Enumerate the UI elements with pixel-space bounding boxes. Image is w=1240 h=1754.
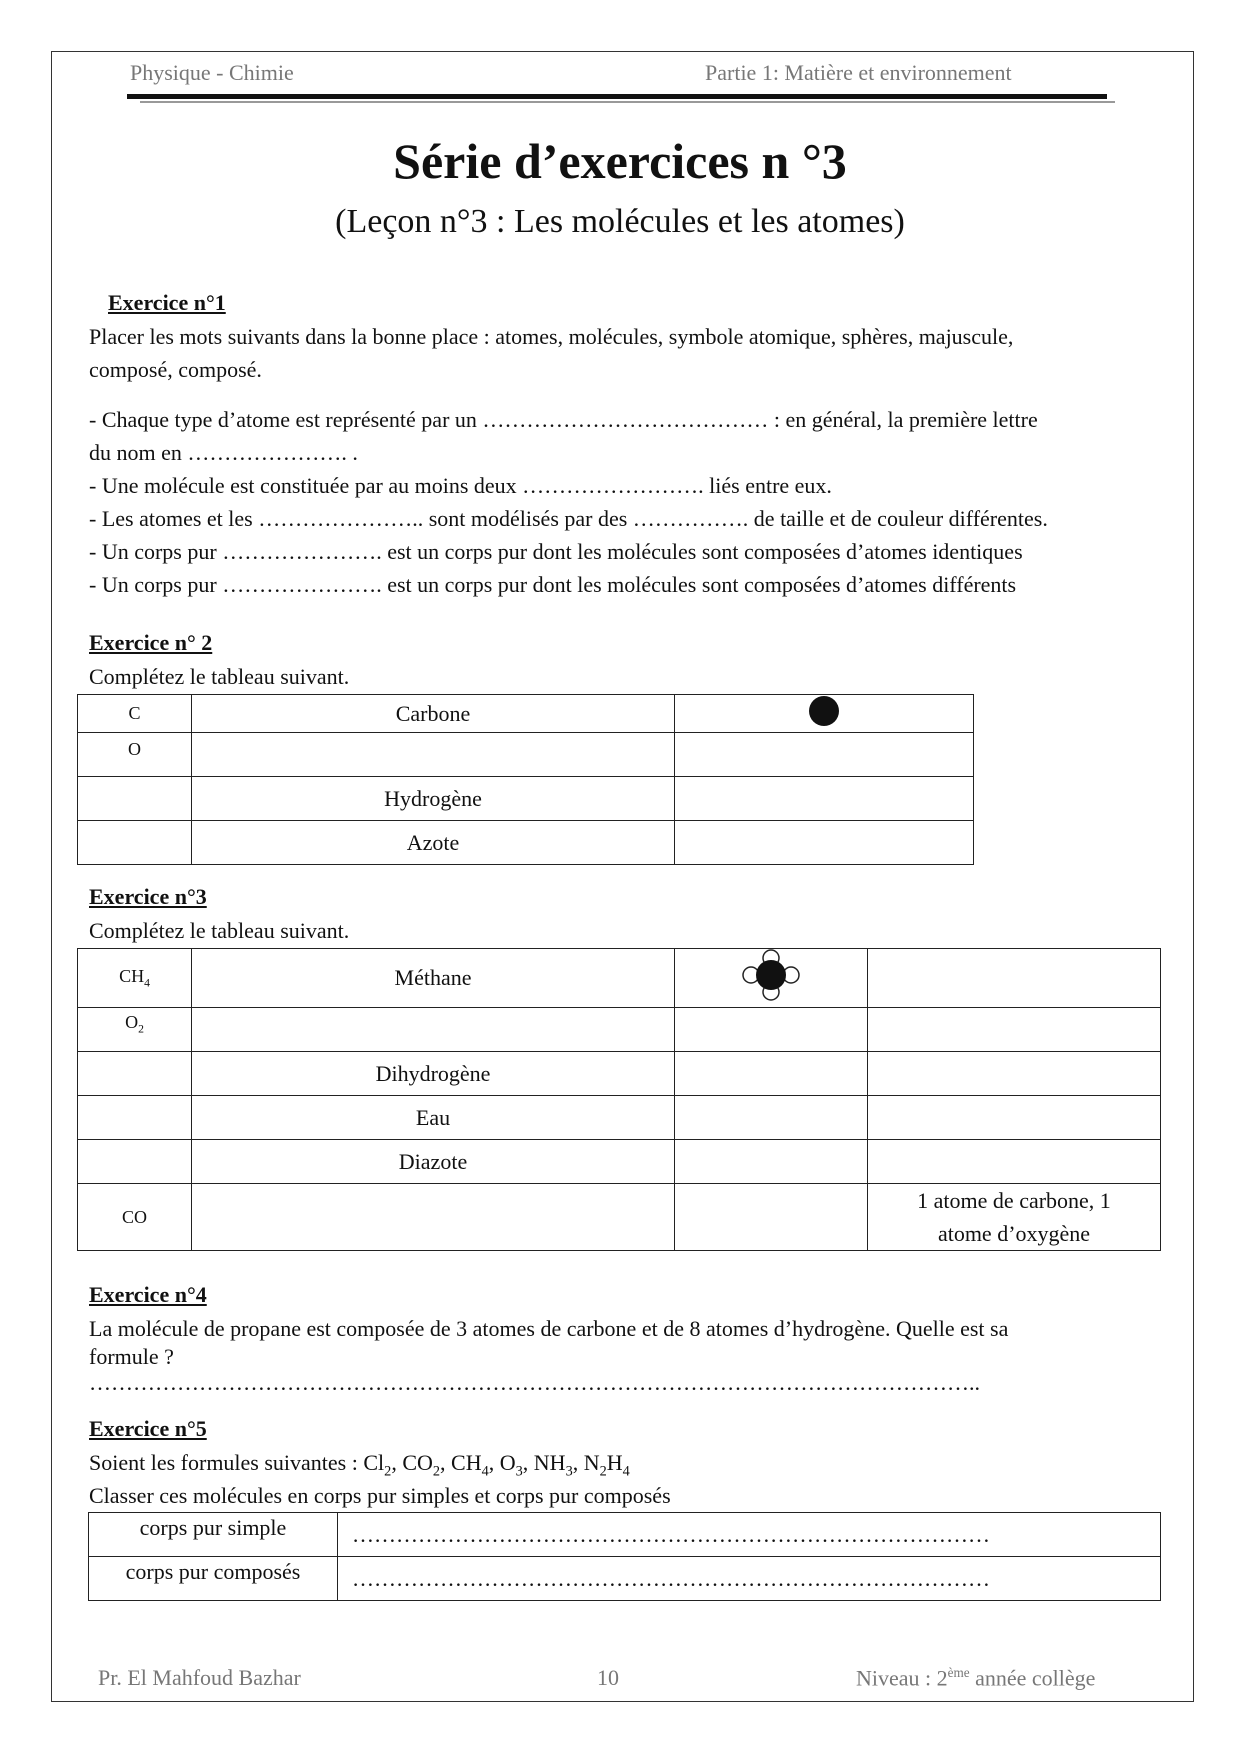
ex2-name-cell: Hydrogène: [192, 777, 675, 821]
ex3-composition-cell: [868, 1096, 1161, 1140]
ex3-formula-sub: 4: [144, 976, 150, 990]
ex5-label-cell: corps pur composés: [89, 1557, 338, 1601]
ex2-row: [78, 733, 974, 777]
ex3-name-cell: Dihydrogène: [192, 1052, 675, 1096]
ex1-sentence-3: - Les atomes et les ………………….. sont modélisés par des ……………. de taille et de couleur différentes.: [89, 506, 1048, 531]
ex1-intro-line1: Placer les mots suivants dans la bonne place : atomes, molécules, symbole atomique, sphères, majuscule,: [89, 324, 1014, 349]
ex3-name-cell: Méthane: [192, 949, 675, 1008]
ex5-answer-cell: ……………………………………………………………………………: [338, 1557, 1161, 1601]
ex4-text-line2: formule ?: [89, 1344, 174, 1369]
footer-author: Pr. El Mahfoud Bazhar: [98, 1665, 301, 1690]
formula: $NH_3$: [533, 1450, 573, 1480]
ex3-formula: O: [125, 1012, 139, 1032]
ex3-composition-cell: 1 atome de carbone, 1 atome d’oxygène: [868, 1184, 1161, 1251]
formula: $Cl_2$: [363, 1450, 392, 1480]
formula: $O_3$: [499, 1450, 523, 1480]
methane-model-icon: [741, 949, 801, 1001]
footer-level: Niveau : 2ème année collège: [856, 1665, 1096, 1691]
ex5-formulas-line: Soient les formules suivantes : $Cl_2$, $CO_2$, $CH_4$, $O_3$, $NH_3$, $N_2H_4$: [89, 1450, 630, 1480]
ex3-title: Exercice n°3: [89, 884, 207, 909]
ex3-composition-cell: [868, 1140, 1161, 1184]
ex1-intro-line2: composé, composé.: [89, 357, 262, 382]
ex4-title: Exercice n°4: [89, 1282, 207, 1307]
ex2-symbol-cell: [78, 821, 192, 865]
ex5-row: [89, 1513, 1161, 1557]
ex5-title: Exercice n°5: [89, 1416, 207, 1441]
ex1-sentence-1a: - Chaque type d’atome est représenté par un ………………………………… : en général, la première lettre: [89, 407, 1038, 432]
ex3-row: [78, 1140, 1161, 1184]
ex3-composition-cell: [868, 949, 1161, 1008]
header-rule-shadow: [140, 101, 1115, 103]
ex1-sentence-2: - Une molécule est constituée par au moins deux ……………………. liés entre eux.: [89, 473, 832, 498]
ex3-composition-cell: [868, 1052, 1161, 1096]
ex3-name-cell: Eau: [192, 1096, 675, 1140]
ex2-name-cell: [192, 733, 675, 777]
ex3-intro: Complétez le tableau suivant.: [89, 918, 350, 943]
ex5-answer-cell: ……………………………………………………………………………: [338, 1513, 1161, 1557]
ex1-sentence-4: - Un corps pur …………………. est un corps pur dont les molécules sont composées d’atomes identiques: [89, 539, 1023, 564]
ex3-model-cell: [675, 1008, 868, 1052]
ex2-name-cell: Azote: [192, 821, 675, 865]
ex3-formula-sub: 2: [138, 1022, 144, 1036]
ex3-row: [78, 1184, 1161, 1251]
ex2-symbol-cell: C: [78, 695, 192, 733]
ex3-formula-cell: [78, 1008, 192, 1052]
ex1-title: Exercice n°1: [108, 290, 226, 315]
ex2-model-cell: [675, 695, 974, 733]
ex5-formulas-prefix: Soient les formules suivantes :: [89, 1450, 364, 1475]
ex3-model-cell: [675, 1184, 868, 1251]
formula: $N_2H_4$: [583, 1450, 630, 1480]
ex5-table: [88, 1512, 1161, 1601]
header-subject: Physique - Chimie: [130, 60, 294, 85]
ex2-row: [78, 821, 974, 865]
ex3-name-cell: Diazote: [192, 1140, 675, 1184]
footer-page-number: 10: [597, 1665, 619, 1690]
ex3-row: [78, 1096, 1161, 1140]
ex5-instruction: Classer ces molécules en corps pur simples et corps pur composés: [89, 1483, 671, 1508]
ex3-model-cell: [675, 1140, 868, 1184]
formula: $CO_2$: [402, 1450, 441, 1480]
ex3-name-cell: [192, 1184, 675, 1251]
ex3-row: [78, 1008, 1161, 1052]
header-rule: [127, 94, 1107, 99]
ex3-model-cell: [675, 1096, 868, 1140]
formula: $CH_4$: [451, 1450, 489, 1480]
header-part: Partie 1: Matière et environnement: [705, 60, 1012, 85]
ex3-formula-cell: [78, 1140, 192, 1184]
ex2-model-cell: [675, 821, 974, 865]
ex3-formula-cell: [78, 949, 192, 1008]
ex3-name-cell: [192, 1008, 675, 1052]
ex2-table: [77, 694, 974, 865]
ex3-table: [77, 948, 1161, 1251]
ex2-intro: Complétez le tableau suivant.: [89, 664, 350, 689]
ex3-row: [78, 949, 1161, 1008]
ex3-formula-cell: CO: [78, 1184, 192, 1251]
ex1-sentence-1b: du nom en …………………. .: [89, 440, 358, 465]
ex4-text-line1: La molécule de propane est composée de 3 atomes de carbone et de 8 atomes d’hydrogène. Quelle est sa: [89, 1316, 1009, 1341]
ex3-formula-cell: [78, 1096, 192, 1140]
ex2-title: Exercice n° 2: [89, 630, 213, 655]
ex2-model-cell: [675, 733, 974, 777]
ex3-formula: CH: [119, 966, 145, 987]
ex2-row: [78, 777, 974, 821]
carbon-atom-sphere-icon: [809, 696, 839, 726]
ex1-sentence-5: - Un corps pur …………………. est un corps pur dont les molécules sont composées d’atomes différents: [89, 572, 1017, 597]
ex4-answer-line: …………………………………………………………………………………………………………..: [89, 1370, 980, 1395]
ex5-row: [89, 1557, 1161, 1601]
ex5-label-cell: corps pur simple: [89, 1513, 338, 1557]
ex2-model-cell: [675, 777, 974, 821]
ex3-formula-cell: [78, 1052, 192, 1096]
ex2-row: [78, 695, 974, 733]
ex2-symbol-cell: [78, 777, 192, 821]
ex3-composition-cell: [868, 1008, 1161, 1052]
ex3-model-cell: [675, 1052, 868, 1096]
ex3-row: [78, 1052, 1161, 1096]
page-subtitle: (Leçon n°3 : Les molécules et les atomes): [335, 203, 905, 240]
page-title: Série d’exercices n °3: [393, 133, 847, 189]
ex3-model-cell: [675, 949, 868, 1008]
ex2-symbol-cell: O: [78, 733, 192, 777]
ex2-name-cell: Carbone: [192, 695, 675, 733]
